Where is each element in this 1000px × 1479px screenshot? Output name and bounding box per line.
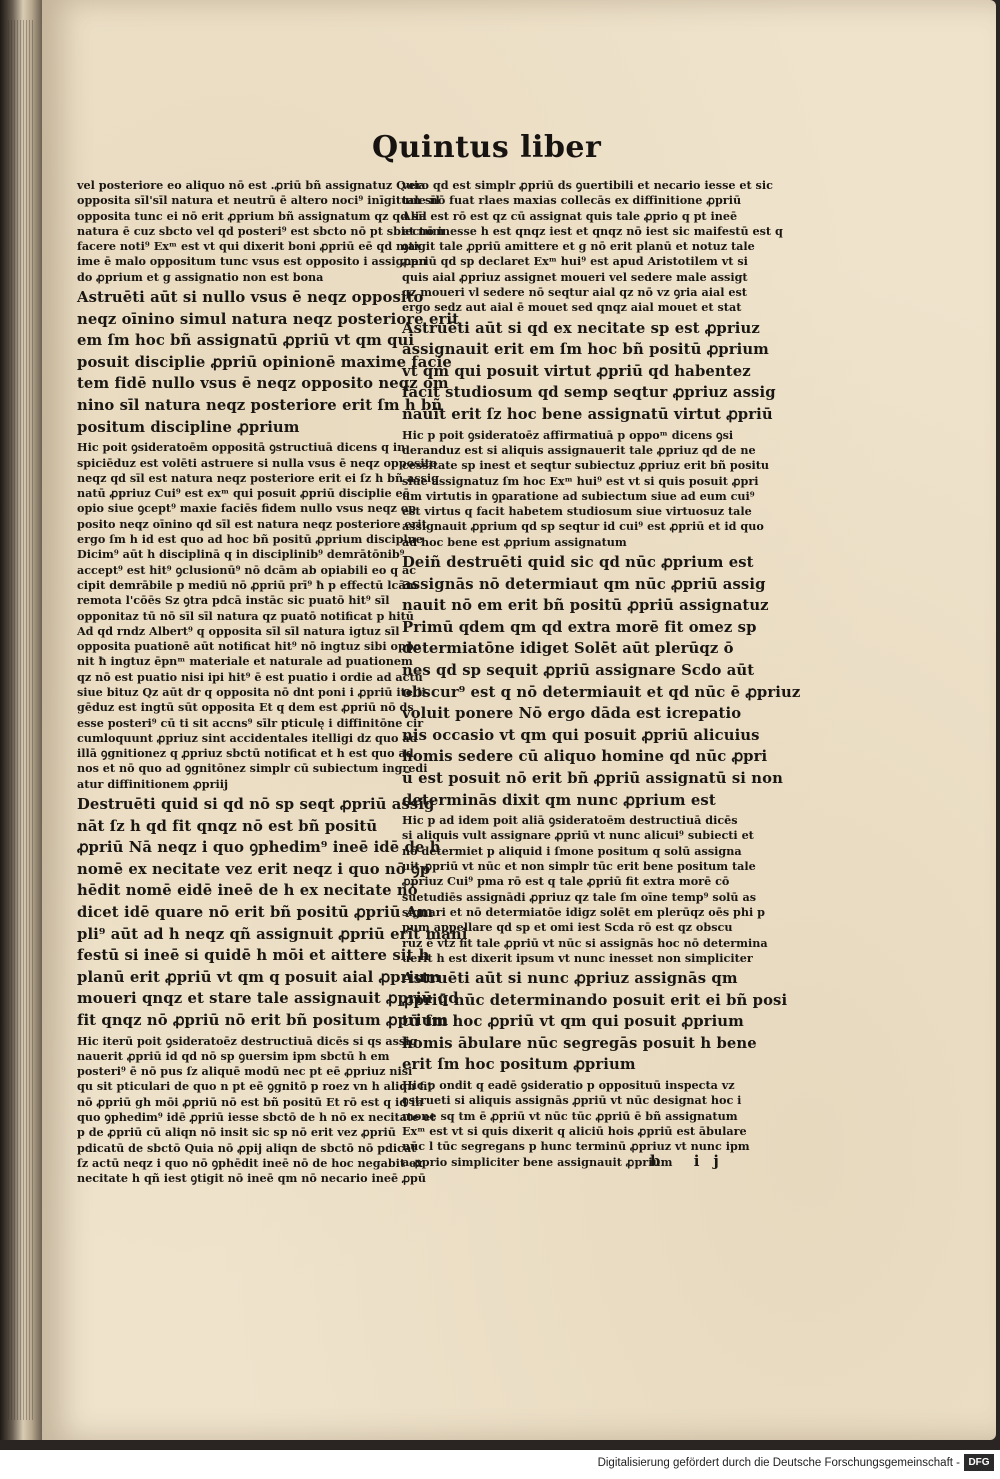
text-line-commentary: posteri⁹ ē nō pus ſz aliquē modū nec pt eē ꝓpriuz nisi [77, 1064, 413, 1079]
text-line-commentary: opposita sīl'sīl natura et neutrū ē altero noci⁹ inīgitum sīl [77, 193, 440, 208]
right-column-paragraph [402, 427, 770, 550]
text-line-large: nauit nō em erit bñ positū ꝓpriū assignatuz [402, 597, 769, 615]
footer [0, 1450, 1000, 1479]
running-head: Quintus liber [372, 130, 602, 165]
text-line-commentary: Hic poit ꝯsideratoēm oppositā ꝯstructiuā dicens q in [77, 440, 406, 455]
text-line-large: Astruēti aūt si nullo vsus ē neqz opposito [77, 289, 424, 307]
text-line-commentary: accept⁹ est hit⁹ ꝯclusionū⁹ nō dcām ab opiabili eo q ac [77, 562, 417, 577]
signature-mark: b ij [650, 1152, 733, 1170]
text-line-commentary: facere noti⁹ Exᵐ est vt qui dixerit boni ꝓpriū eē qd max [77, 239, 422, 254]
text-line-commentary: spiciēduz est volēti astruere si nulla vsus ē neqz opposito [77, 455, 438, 470]
right-column-paragraph [402, 178, 783, 316]
text-line-large: determinās dixit qm nunc ꝓprium est [402, 791, 716, 809]
text-line-commentary: neqz qd sīl est natura neqz posteriore erit ei ſz h bñ assig [77, 470, 439, 485]
text-line-large: determiatōne idiget Solēt aūt plerūqz ō [402, 640, 734, 658]
text-line-commentary: tale nō fuat rlaes maxias collecās ex diffinitione ꝓpriū [402, 193, 742, 208]
text-line-commentary: assignauit ꝓprium qd sp seqtur id cui⁹ est ꝓpriū et id quo [402, 519, 764, 534]
text-line-commentary: suetudiēs assignādi ꝓpriuz qz tale ſm oīne temp⁹ solū as [402, 889, 756, 904]
text-line-commentary: ergo sedz aut aial ē mouet sed qnqz aial mouet et stat [402, 300, 742, 315]
text-line-commentary: opponitaz tū nō sīl sīl natura qz puatō notificat p hitū [77, 608, 414, 623]
text-line-large: Destruēti quid si qd nō sp seqt ꝓpriū assig [77, 796, 435, 814]
text-line-commentary: pum appellare qd sp et omi iest Scda rō est qz obscu [402, 920, 733, 935]
text-line-large: hēdit nomē eidē ineē de h ex necitate nō [77, 882, 418, 900]
text-line-large: planū erit ꝓpriū vt qm q posuit aial ꝓprium [77, 968, 441, 986]
text-line-commentary: p de ꝓpriū cū aliqn nō insit sic sp nō erit vez ꝓpriū [77, 1125, 396, 1140]
text-line-commentary: vel posteriore eo aliquo nō est .ꝓriū bñ assignatuz Quia [77, 178, 426, 192]
text-line-large: pli⁹ aūt ad h neqz qñ assignuit ꝓpriū erit mani [77, 925, 468, 943]
funding-notice: Digitalisierung gefördert durch die Deutsche Forschungsgemeinschaft - [597, 1457, 960, 1469]
text-line-large: tem fidē nullo vsus ē neqz opposito neqz om [77, 375, 449, 393]
left-column-paragraph [77, 1034, 437, 1187]
book-page [42, 0, 996, 1440]
left-column-paragraph [77, 287, 460, 438]
text-line-commentary: quo ꝯphedim⁹ idē ꝓpriū iesse sbctō de h nō ex necitate et [77, 1110, 436, 1125]
text-line-commentary: Exᵐ est vt si quis dixerit q aliciū hois ꝓpriū est ābulare [402, 1123, 747, 1138]
text-line-large: ū est posuit nō erit bñ ꝓpriū assignatū si non [402, 769, 783, 787]
text-line-commentary: nō determiet p aliquid i ſmone positum q solū assigna [402, 843, 742, 858]
text-line-large: neqz oīnino simul natura neqz posteriore erit [77, 310, 460, 328]
text-line-commentary: est virtus q facit habetem studiosum siue virtuosuz tale [402, 504, 752, 519]
right-column-paragraph [402, 968, 788, 1076]
text-line-commentary: ꝓpriū qd sp declaret Exᵐ hui⁹ est apud Aristotilem vt si [402, 254, 748, 269]
text-line-commentary: ime ē malo oppositum tunc vsus est opposito i assignan [77, 254, 427, 269]
text-line-commentary: do ꝓprium et g assignatio non est bona [77, 269, 324, 284]
text-line-large: moueri qnqz et stare tale assignauit ꝓpriū qd [77, 990, 459, 1008]
text-line-commentary: ergo ſm h id est quo ad hoc bñ positū ꝓprium disciplne [77, 532, 423, 547]
text-line-commentary: ruz ē vtz fit tale ꝓpriū vt nūc si assignās hoc nō determina [402, 935, 768, 950]
text-line-large: homis sedere cū aliquo homine qd nūc ꝓpri [402, 748, 768, 766]
text-line-commentary: uerit h est dixerit ipsum vt nunc inesset non simpliciter [402, 950, 753, 965]
text-line-commentary: ꝓpriuz Cui⁹ pma rō est q tale ꝓpriū fit extra morē cō [402, 874, 730, 889]
text-line-large: nāt ſz h qd fit qnqz nō est bñ positū [77, 817, 378, 835]
text-line-large: posuit disciplie ꝓpriū opinionē maxime facie [77, 353, 452, 371]
text-line-large: erit ſm hoc positum ꝓprium [402, 1056, 636, 1074]
right-column-paragraph [402, 813, 768, 966]
text-line-commentary: nauerit ꝓpriū id qd nō sp ꝯuersim ipm sbctū h em [77, 1048, 390, 1063]
text-line-commentary: Ad qd rndz Albert⁹ q opposita sīl sīl natura igtuz sīl [77, 623, 400, 638]
text-line-commentary: Hic p ad idem poit aliā ꝯsideratoēm destructiuā dicēs [402, 813, 738, 828]
text-line-large: dicet idē quare nō erit bñ positū ꝓpriū Am [77, 904, 434, 922]
text-line-commentary: opposita tunc ei nō erit ꝓprium bñ assignatum qz qd sīl [77, 208, 427, 223]
text-line-large: nes qd sp sequit ꝓpriū assignare Scdo aūt [402, 661, 755, 679]
text-line-large: ꝓpriū nūc determinando posuit erit ei bñ posi [402, 991, 788, 1009]
text-line-large: ꝓpriū Nā neqz i quo ꝯphedim⁹ ineē idē de h [77, 839, 441, 857]
page-edge-lines [8, 20, 34, 1420]
text-line-commentary: esse posteri⁹ cū ti sit accns⁹ sīlr pticulę i diffinitōne cir [77, 715, 424, 730]
left-column-paragraph [77, 440, 437, 792]
text-line-large: nomē ex necitate vez erit neqz i quo nō ꝯp [77, 860, 431, 878]
text-line-large: Astruēti aūt si qd ex necitate sp est ꝓpriuz [402, 319, 760, 337]
text-line-commentary: illā ꝯgnitionez q ꝓpriuz sbctū notificat et h est quo ad [77, 746, 414, 761]
text-line-large: homis ābulare nūc segregās posuit h bene [402, 1034, 757, 1052]
text-line-large: tū ſm hoc ꝓpriū vt qm qui posuit ꝓprium [402, 1013, 744, 1031]
text-line-commentary: nūc l tūc segregans p hunc terminū ꝓpriuz vt nunc ipm [402, 1139, 750, 1154]
text-line-commentary: ꝯstrueti si aliquis assignās ꝓpriū vt nūc designat hoc i [402, 1093, 742, 1108]
text-line-commentary: mone sq tm ē ꝓpriū vt nūc tūc ꝓpriū ē bñ assignatum [402, 1108, 738, 1123]
text-line-large: nauit erit ſz hoc bene assignatū virtut ꝓpriū [402, 406, 773, 424]
text-line-commentary: Hic p ondit q eadē ꝯsideratio p opposituū inspecta vz [402, 1078, 735, 1093]
left-column [77, 178, 468, 1189]
text-line-commentary: necitate h qñ iest ꝯtigit nō ineē qm nō necario ineē ꝓpū [77, 1171, 426, 1186]
text-line-large: Astruēti aūt si nunc ꝓpriuz assignās qm [402, 970, 738, 988]
text-line-commentary: atur diffinitionem ꝓpriij [77, 776, 229, 791]
text-line-commentary: siue bituz Qz aūt dr q opposita nō dnt poni i ꝓpriū itelli [77, 684, 426, 699]
text-line-commentary: remota l'cōēs Sz ꝯtra pdcā instāc sic puatō hit⁹ sīl [77, 593, 390, 608]
text-line-commentary: Alia est rō est qz cū assignat quis tale ꝓprio q pt ineē [402, 208, 738, 223]
text-line-commentary: cessitate sp inest et seqtur subiectuz ꝓpriuz erit bñ positu [402, 458, 770, 473]
text-line-commentary: opposita puationē aūt notificat hit⁹ nō ingtuz sibi oppo [77, 639, 422, 654]
text-line-commentary: Hic p poit ꝯsideratoēz affirmatiuā p oppoᵐ dicens ꝯsi [402, 427, 734, 442]
left-column-paragraph [77, 178, 445, 285]
text-line-large: nis occasio vt qm qui posuit ꝓpriū alicuius [402, 726, 760, 744]
text-line-commentary: a ꝓprio simpliciter bene assignauit ꝓprium [402, 1154, 673, 1169]
text-line-commentary: Hic iterū poit ꝯsideratoēz destructiuā dicēs si qs assig [77, 1033, 418, 1048]
text-line-large: positum discipline ꝓprium [77, 418, 300, 436]
text-line-commentary: opio siue ꝯcept⁹ maxie faciēs fidem nullo vsus neqz op [77, 501, 416, 516]
text-line-large: vt qm qui posuit virtut ꝓpriū qd habentez [402, 362, 751, 380]
text-line-commentary: Dicim⁹ aūt h disciplinā q in disciplinib⁹ demrātōnib⁹ [77, 547, 405, 562]
text-line-large: facit studiosum qd semp seqtur ꝓpriuz assig [402, 384, 776, 402]
book-page-edges [0, 0, 42, 1440]
text-line-large: assignās nō determiaut qm nūc ꝓpriū assig [402, 575, 766, 593]
left-column-paragraph [77, 794, 468, 1032]
text-line-large: obscur⁹ est q nō determiauit et qd nūc ē ꝓpriuz [402, 683, 801, 701]
text-line-commentary: signari et nō determiatōe idigz solēt em plerūqz oēs phi p [402, 904, 765, 919]
text-line-commentary: deranduz est si aliquis assignauerit tale ꝓpriuz qd de ne [402, 442, 756, 457]
text-line-commentary: quis aial ꝓpriuz assignet moueri vel sedere male assigt [402, 269, 748, 284]
text-line-commentary: si aliquis vult assignare ꝓpriū vt nunc alicui⁹ subiecti et [402, 828, 754, 843]
text-line-large: festū si ineē si quidē h mōi et aittere sit h [77, 947, 430, 965]
right-column-paragraph [402, 318, 776, 426]
text-line-commentary: qu sit pticulari de quo n pt eē ꝯgnitō p roez vn h aliqn fit [77, 1079, 433, 1094]
text-line-commentary: nos et nō quo ad ꝯgnitōnez simplr cū subiectum ingredi [77, 761, 428, 776]
text-line-commentary: nit ħ ingtuz ēpnᵐ materiale et naturale ad puationem [77, 654, 413, 669]
text-line-commentary: ſz actū neqz i quo nō ꝯphēdit ineē nō de hoc negabit ex [77, 1155, 423, 1170]
text-line-commentary: vero qd est simplr ꝓpriū ds ꝯuertibili et necario iesse et sic [402, 178, 773, 192]
text-line-commentary: ad hoc bene est ꝓprium assignatum [402, 534, 627, 549]
text-line-commentary: cumloquunt ꝓpriuz sint accidentales itelligi dz quo ad [77, 730, 418, 745]
text-line-commentary: uit ꝓpriū vt nūc et non simplr tūc erit bene positum tale [402, 859, 756, 874]
text-line-large: Primū qdem qm qd extra morē fit omez sp [402, 618, 757, 636]
text-line-commentary: et nō inesse h est qnqz iest et qnqz nō iest sic maifestū est q [402, 223, 783, 238]
text-line-commentary: ꝯtigit tale ꝓpriū amittere et g nō erit planū et notuz tale [402, 239, 755, 254]
text-line-large: em ſm hoc bñ assignatū ꝓpriū vt qm qui [77, 332, 415, 350]
text-line-commentary: posito neqz oīnino qd sīl est natura neqz posteriore erit [77, 516, 427, 531]
text-line-commentary: um virtutis in ꝯparatione ad subiectum siue ad eum cui⁹ [402, 488, 755, 503]
text-line-commentary: cipit demrābile p mediū nō ꝓpriū prī⁹ ħ p effectū lcām [77, 577, 418, 592]
text-line-commentary: pdicatū de sbctō Quia nō ꝓpij aliqn de sbctō nō pdicat [77, 1140, 417, 1155]
text-line-large: Deiñ destruēti quid sic qd nūc ꝓprium est [402, 554, 754, 572]
text-line-commentary: qz moueri vl sedere nō seqtur aial qz nō vz ꝯria aial est [402, 285, 747, 300]
text-line-commentary: gēduz est ingtū sūt opposita Et q dem est ꝓpriū nō ds [77, 700, 414, 715]
text-line-large: assignauit erit em ſm hoc bñ positū ꝓprium [402, 341, 769, 359]
text-line-commentary: nō ꝓpriū gh mōi ꝓpriū nō est bñ positū Et rō est q id in [77, 1094, 424, 1109]
text-line-large: voluit ponere Nō ergo dāda est icrepatio [402, 705, 742, 723]
right-column-paragraph [402, 552, 801, 811]
text-line-commentary: natura ē cuz sbcto vel qd posteri⁹ est sbcto nō pt sbiectum [77, 223, 445, 238]
text-line-large: fit qnqz nō ꝓpriū nō erit bñ positum ꝓprium [77, 1012, 449, 1029]
text-line-commentary: siue assignatuz ſm hoc Exᵐ hui⁹ est vt si quis posuit ꝓpri [402, 473, 759, 488]
text-line-large: nino sīl natura neqz posteriore erit ſm h bñ [77, 397, 443, 415]
text-line-commentary: natū ꝓpriuz Cui⁹ est exᵐ qui posuit ꝓpriū disciplie eē [77, 486, 410, 501]
text-line-commentary: qz nō est puatio nisi ipi hit⁹ ē est puatio i ordie ad actū [77, 669, 423, 684]
right-column [402, 178, 801, 1172]
dfg-logo: DFG [964, 1454, 994, 1471]
